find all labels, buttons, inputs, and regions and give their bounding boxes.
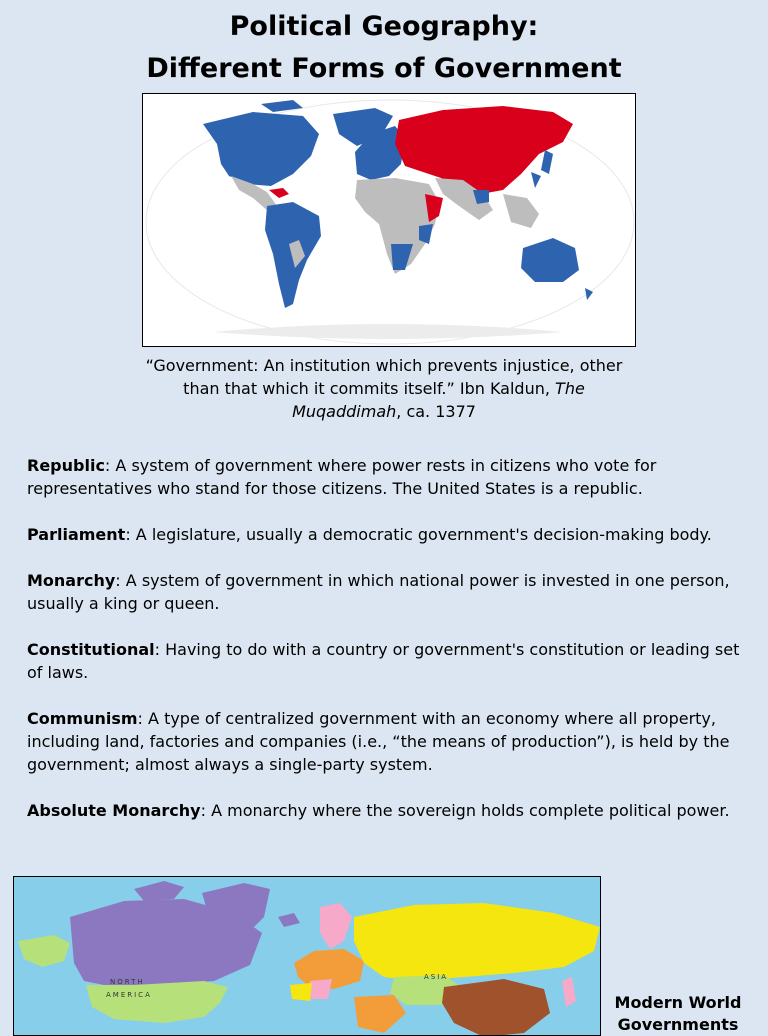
map-label-asia: ASIA (424, 973, 449, 981)
definition-separator: : (137, 709, 149, 728)
quote-text: “Government: An institution which prevents injustice, other than that which it commits itself.” Ibn Kaldun, (145, 356, 623, 398)
map-label-north: NORTH (110, 978, 145, 986)
definition-separator: : (104, 456, 116, 475)
definition-text: A system of government in which national power is invested in one person, usually a king or queen. (27, 571, 730, 613)
definition-republic (27, 454, 742, 500)
definition-text: A monarchy where the sovereign holds complete political power. (211, 801, 730, 820)
definition-term: Monarchy (27, 571, 116, 590)
map-label-america: AMERICA (106, 991, 152, 999)
definition-text: A system of government where power rests in citizens who vote for representatives who stand for those citizens. The United States is a republic. (27, 456, 657, 498)
modern-world-governments-map (13, 876, 601, 1036)
definition-separator: : (200, 801, 212, 820)
quote-block (140, 354, 628, 423)
page-title (0, 6, 768, 90)
caption-line-2: Governments (617, 1015, 739, 1034)
definition-term: Communism (27, 709, 138, 728)
title-line-2: Different Forms of Government (146, 53, 622, 84)
world-map-color-graphic (14, 877, 601, 1036)
definition-absolute-monarchy (27, 799, 742, 822)
definition-term: Absolute Monarchy (27, 801, 201, 820)
quote-date: , ca. 1377 (396, 402, 476, 421)
world-government-map (142, 93, 636, 347)
map-caption (606, 992, 750, 1036)
caption-line-1: Modern World (614, 993, 742, 1012)
definition-constitutional (27, 638, 742, 684)
definition-separator: : (115, 571, 126, 590)
definitions-list (27, 454, 742, 845)
definition-text: Having to do with a country or government's constitution or leading set of laws. (27, 640, 740, 682)
definition-text: A type of centralized government with an economy where all property, including land, factories and companies (i.e., “the means of production”), is held by the government; almost always a single-party system. (27, 709, 730, 774)
definition-text: A legislature, usually a democratic government's decision-making body. (135, 525, 712, 544)
definition-separator: : (125, 525, 136, 544)
definition-parliament (27, 523, 742, 546)
definition-separator: : (154, 640, 166, 659)
world-map-graphic (143, 94, 636, 347)
quote-book-title: The Muqaddimah (292, 379, 585, 421)
definition-monarchy (27, 569, 742, 615)
definition-communism (27, 707, 742, 776)
definition-term: Republic (27, 456, 105, 475)
definition-term: Parliament (27, 525, 126, 544)
title-line-1: Political Geography: (229, 11, 539, 42)
definition-term: Constitutional (27, 640, 155, 659)
